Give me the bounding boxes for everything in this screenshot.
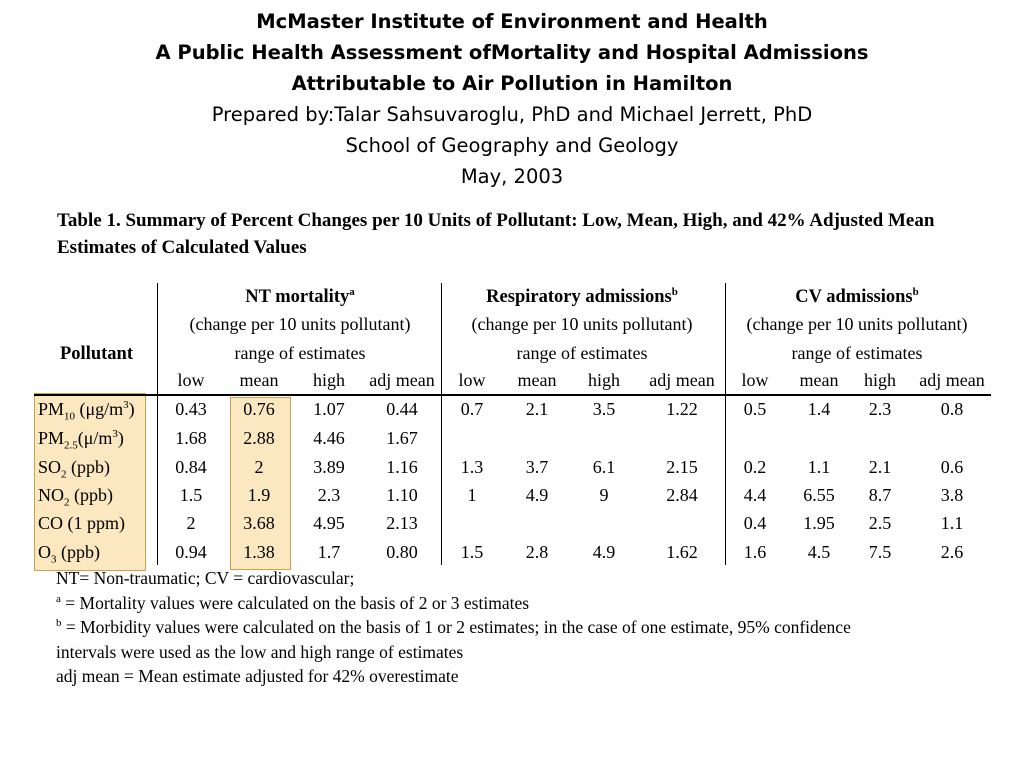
group-subtitle: (change per 10 units pollutant): [471, 314, 693, 334]
pollutant-superscript: 3: [123, 399, 129, 411]
table-cell: 0.7: [460, 399, 484, 419]
table-cell: 2.3: [868, 399, 892, 419]
table-caption: [57, 207, 997, 261]
pollutant-subscript: 10: [64, 410, 76, 423]
table-cell: 2.5: [868, 513, 892, 533]
table-cell: 2: [254, 457, 264, 477]
pollutant-name: PM: [38, 428, 65, 448]
table-cell: 2.13: [386, 513, 418, 533]
group-name: CV admissions: [795, 287, 913, 307]
column-header: low: [177, 370, 205, 390]
table-cell: 0.44: [386, 399, 418, 419]
column-header: low: [458, 370, 486, 390]
table-cell: 1.68: [175, 428, 207, 448]
table-cell: 1.6: [743, 542, 767, 562]
note-a: $^a$ = Mortality values were calculated on the basis of 2 or 3 estimates: [56, 592, 530, 613]
pollutant-unit: (μ/m: [77, 428, 113, 448]
table-cell: 0.2: [743, 457, 767, 477]
table-cell: 1.5: [460, 542, 484, 562]
table-cell: 3.68: [243, 513, 275, 533]
table-cell: 2.1: [525, 399, 549, 419]
authors: Prepared by:Talar Sahsuvaroglu, PhD and Michael Jerrett, PhD: [211, 103, 813, 126]
note-adj-mean: adj mean = Mean estimate adjusted for 42% overestimate: [56, 666, 459, 686]
pollutant-unit: (μg/m: [75, 399, 124, 419]
group-subtitle: (change per 10 units pollutant): [746, 314, 968, 334]
table-cell: 3.7: [525, 457, 549, 477]
group-footnote-mark: a: [349, 285, 355, 298]
pollutant-unit: (ppb): [66, 457, 111, 477]
table-cell: 9: [599, 485, 609, 505]
table-cell: 4.4: [743, 485, 767, 505]
column-header: low: [741, 370, 769, 390]
table-cell: 4.9: [525, 485, 549, 505]
note-b: $^b$ = Morbidity values were calculated on the basis of 1 or 2 estimates; in the case of one estimate, 95% confidence: [56, 617, 851, 637]
report-title: A Public Health Assessment ofMortality and Hospital Admissions: [155, 41, 869, 64]
group-header: [245, 286, 354, 308]
column-header: mean: [517, 370, 557, 390]
table-cell: 0.94: [175, 542, 207, 562]
table-cell: 1.9: [247, 485, 271, 505]
column-header: mean: [799, 370, 839, 390]
pollutant-subscript: 2.5: [64, 439, 78, 452]
group-footnote-mark: b: [671, 285, 678, 298]
pollutant-label: [38, 512, 125, 534]
group-footnote-mark: b: [912, 285, 919, 298]
report-subtitle: Attributable to Air Pollution in Hamilton: [291, 72, 733, 95]
table-cell: 1.7: [317, 542, 341, 562]
table-cell: 1.16: [386, 457, 418, 477]
table-cell: 2.3: [317, 485, 341, 505]
table-cell: 0.8: [940, 399, 964, 419]
header-rule: [34, 394, 991, 396]
table-cell: 2.84: [666, 485, 698, 505]
table-cell: 2.1: [868, 457, 892, 477]
table-cell: 1.1: [940, 513, 964, 533]
column-header: high: [312, 370, 346, 390]
table-cell: 0.43: [175, 399, 207, 419]
column-header: adj mean: [919, 370, 985, 390]
table-cell: 1.10: [386, 485, 418, 505]
group-range-label: range of estimates: [791, 343, 923, 363]
group-range-label: range of estimates: [234, 343, 366, 363]
table-cell: 3.5: [592, 399, 616, 419]
table-cell: 1.22: [666, 399, 698, 419]
table-cell: 3.89: [313, 457, 345, 477]
slide-header: [0, 6, 1024, 192]
table-cell: 4.9: [592, 542, 616, 562]
column-header: mean: [239, 370, 279, 390]
table-cell: 4.46: [313, 428, 345, 448]
group-range-label: range of estimates: [516, 343, 648, 363]
pollutant-name: PM: [38, 399, 65, 419]
table-cell: 0.80: [386, 542, 418, 562]
table-divider-1: [157, 283, 158, 565]
table-cell: 0.6: [940, 457, 964, 477]
department: School of Geography and Geology: [345, 134, 679, 157]
table-cell: 2.6: [940, 542, 964, 562]
table-cell: 4.5: [807, 542, 831, 562]
table-cell: 0.4: [743, 513, 767, 533]
group-name: Respiratory admissions: [486, 287, 672, 307]
table-cell: 1.62: [666, 542, 698, 562]
column-header: adj mean: [649, 370, 715, 390]
table-cell: 1.67: [386, 428, 418, 448]
table-divider-2: [441, 283, 442, 565]
pollutant-unit: (ppb): [56, 542, 100, 562]
pollutant-unit-end: ): [128, 399, 135, 419]
table-cell: 1.5: [179, 485, 203, 505]
table-notes: [56, 566, 1006, 689]
pollutant-column-header: Pollutant: [60, 344, 133, 364]
table-cell: 8.7: [868, 485, 892, 505]
column-header: adj mean: [369, 370, 435, 390]
table-cell: 1: [467, 485, 477, 505]
pollutant-unit: (ppb): [69, 485, 113, 505]
group-name: NT mortality: [245, 287, 350, 307]
note-abbreviations: NT= Non-traumatic; CV = cardiovascular;: [56, 568, 355, 588]
pollutant-subscript: 3: [51, 553, 57, 566]
table-cell: 7.5: [868, 542, 892, 562]
table-cell: 1.07: [313, 399, 345, 419]
table-cell: 6.1: [592, 457, 616, 477]
group-subtitle: (change per 10 units pollutant): [189, 314, 411, 334]
table-cell: 2: [186, 513, 196, 533]
pollutant-name: SO: [38, 457, 62, 477]
pollutant-superscript: 3: [112, 428, 118, 440]
table-divider-3: [725, 283, 726, 565]
table-cell: 2.88: [243, 428, 275, 448]
table-cell: 6.55: [803, 485, 835, 505]
table-cell: 1.1: [807, 457, 831, 477]
table-cell: 1.4: [807, 399, 831, 419]
table-cell: 2.8: [525, 542, 549, 562]
table-cell: 3.8: [940, 485, 964, 505]
pollutant-name: NO: [38, 485, 64, 505]
table-cell: 0.84: [175, 457, 207, 477]
pollutant-subscript: 2: [64, 496, 70, 509]
table-cell: 0.5: [743, 399, 767, 419]
table-cell: 0.76: [243, 399, 275, 419]
report-date: May, 2003: [460, 165, 564, 188]
pollutant-label: [38, 398, 135, 423]
pollutant-name: CO (1 ppm): [38, 513, 125, 533]
group-header: [486, 286, 678, 308]
table-cell: 4.95: [313, 513, 345, 533]
column-header: high: [863, 370, 897, 390]
pollutant-label: [38, 541, 100, 566]
table-cell: 1.38: [243, 542, 275, 562]
pollutant-label: [38, 456, 111, 481]
table-caption-line1: Table 1. Summary of Percent Changes per 10 Units of Pollutant: Low, Mean, High, and 42% Adjusted Mean: [57, 210, 935, 231]
pollutant-name: O: [38, 542, 51, 562]
institute-title: McMaster Institute of Environment and Health: [256, 10, 768, 33]
pollutant-label: [38, 427, 124, 452]
table-cell: 1.95: [803, 513, 835, 533]
table-caption-line2: Estimates of Calculated Values: [57, 237, 307, 258]
pollutant-unit-end: ): [117, 428, 124, 448]
group-header: [795, 286, 919, 308]
pollutant-label: [38, 484, 113, 509]
table-cell: 2.15: [666, 457, 698, 477]
column-header: high: [587, 370, 621, 390]
note-b-continued: intervals were used as the low and high range of estimates: [56, 641, 464, 662]
table-cell: 1.3: [460, 457, 484, 477]
pollutant-subscript: 2: [61, 468, 67, 481]
